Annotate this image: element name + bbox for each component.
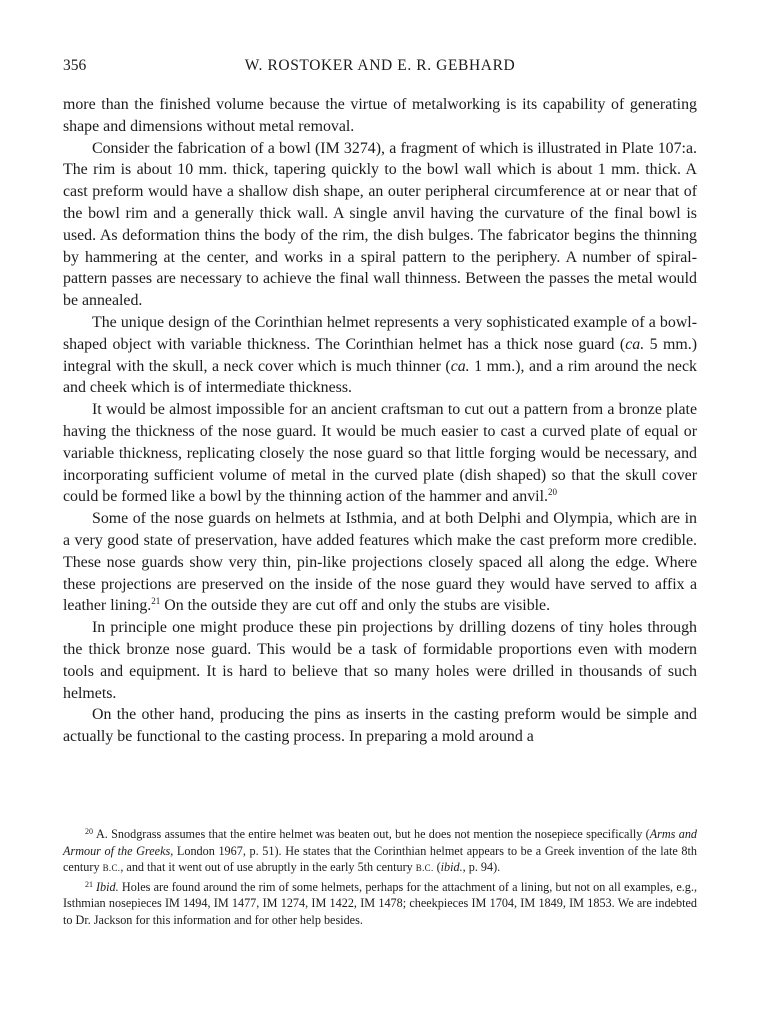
paragraph-3 xyxy=(63,312,697,399)
footnote-21-text: Holes are found around the rim of some helmets, perhaps for the attachment of a lining, but not on all examples, e.g., Isthmian nosepieces IM 1494, IM 1477, IM 1274, IM 1422, IM 1478; cheekpieces IM 1704, IM 1849, IM 1853. We are indebted to Dr. Jackson for this information and for other help besides. xyxy=(63,879,697,927)
footnote-20-text-c: , and that it went out of use abruptly in the early 5th century xyxy=(120,860,416,875)
paragraph-2: Consider the fabrication of a bowl (IM 3274), a fragment of which is illustrated in Plate 107:a. The rim is about 10 mm. thick, tapering quickly to the bowl wall which is about 1 mm. thick. A cast preform would have a shallow dish shape, an outer peripheral circumference at or near that of the bowl rim and a generally thick wall. A single anvil having the curvature of the final bowl is used. As deformation thins the body of the rim, the dish bulges. The fabricator begins the thinning by hammering at the center, and works in a spiral pattern to the periphery. A number of spiral-pattern passes are necessary to achieve the final wall thinness. Between the passes the metal would be annealed. xyxy=(63,139,697,310)
footnote-ref-21[interactable]: 21 xyxy=(151,596,161,607)
footnote-20-text-a: A. Snodgrass assumes that the entire helmet was beaten out, but he does not mention the nosepiece specifically ( xyxy=(96,827,650,841)
book-title: Arms and Armour of the Greeks xyxy=(63,827,698,858)
page-number: 356 xyxy=(63,57,87,74)
footnote-20 xyxy=(63,826,697,877)
footnote-21 xyxy=(63,879,697,929)
paragraph-7: On the other hand, producing the pins as inserts in the casting preform would be simple and actually be functional to the casting process. In preparing a mold around a xyxy=(63,706,697,746)
page-header xyxy=(63,57,697,79)
circa-abbrev: ca. xyxy=(450,357,470,375)
paragraph-3-text-c: 1 mm.), and a rim around the neck and cheek which is of intermediate thickness. xyxy=(63,357,697,397)
running-head: W. ROSTOKER AND E. R. GEBHARD xyxy=(244,57,516,74)
paragraph-5 xyxy=(63,508,697,617)
footnote-number: 20 xyxy=(85,827,93,836)
era-abbrev: B.C. xyxy=(102,863,121,874)
paragraph-5-text-a: Some of the nose guards on helmets at Isthmia, and at both Delphi and Olympia, which are in a very good state of preservation, have added features which make the cast preform more credible. These nose guards show very thin, pin-like projections closely spaced all along the edge. Where these projections are preserved on the inside of the nose guard they would have served to affix a leather lining. xyxy=(63,510,697,615)
paragraph-4-text: It would be almost impossible for an ancient craftsman to cut out a pattern from a bronze plate having the thickness of the nose guard. It would be much easier to cast a curved plate of equal or variable thickness, replicating closely the nose guard so that little forging would be necessary, and incorporating sufficient volume of metal in the curved plate (dish shaped) so that the skull cover could be formed like a bowl by the thinning action of the hammer and anvil. xyxy=(63,401,697,506)
body-text xyxy=(63,94,697,748)
ibid-abbrev: Ibid. xyxy=(96,879,119,894)
circa-abbrev: ca. xyxy=(625,335,645,353)
paragraph-4 xyxy=(63,399,697,508)
era-abbrev: B.C. xyxy=(415,863,434,874)
paragraph-5-text-b: On the outside they are cut off and only the stubs are visible. xyxy=(160,597,551,615)
ibid-abbrev: ibid. xyxy=(440,860,463,875)
paragraph-3-text-b: 5 mm.) integral with the skull, a neck cover which is much thinner ( xyxy=(63,335,697,375)
footnote-20-text-d: ( xyxy=(433,860,441,875)
paragraph-1: more than the finished volume because the virtue of metalworking is its capability of generating shape and dimensions without metal removal. xyxy=(63,96,697,135)
footnote-number: 21 xyxy=(85,879,93,889)
footnote-20-text-b: , London 1967, p. 51). He states that the Corinthian helmet appears to be a Greek invention of the late 8th century xyxy=(63,843,698,875)
paragraph-6: In principle one might produce these pin projections by drilling dozens of tiny holes through the thick bronze nose guard. This would be a task of formidable proportions even with modern tools and equipment. It is hard to believe that so many holes were drilled in thousands of such helmets. xyxy=(63,619,697,702)
paragraph-3-text-a: The unique design of the Corinthian helmet represents a very sophisticated example of a bowl-shaped object with variable thickness. The Corinthian helmet has a thick nose guard ( xyxy=(63,313,697,353)
footnote-20-text-e: , p. 94). xyxy=(462,860,501,875)
footnotes xyxy=(63,826,697,931)
footnote-ref-20[interactable]: 20 xyxy=(547,487,557,498)
